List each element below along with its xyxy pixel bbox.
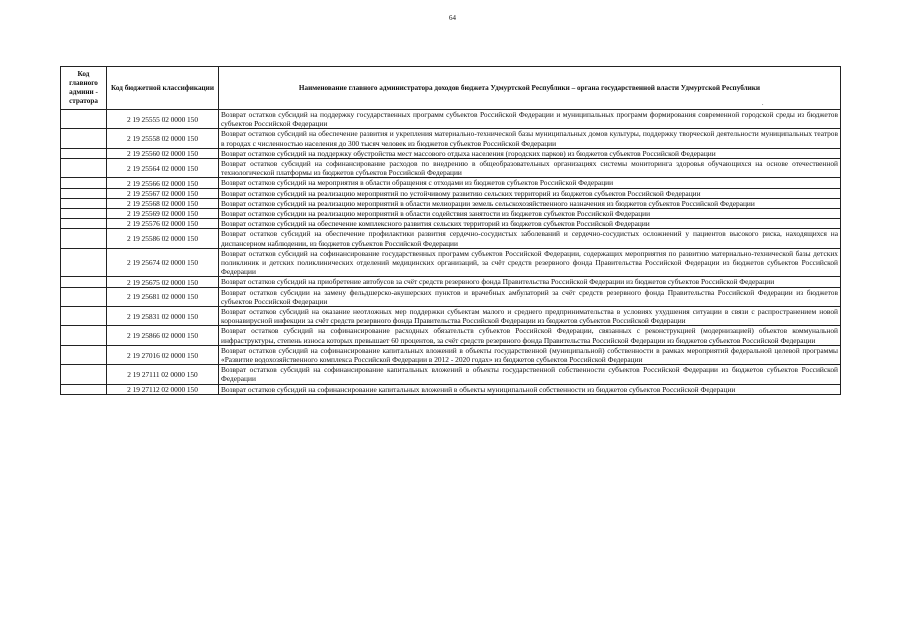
budget-code-cell: 2 19 25555 02 0000 150	[107, 110, 219, 129]
table-row	[61, 345, 841, 364]
admin-code-cell	[61, 365, 107, 384]
description-cell: Возврат остатков субсидий на софинансирование капитальных вложений в объекты государственной собственности субъектов Российской Федерации из бюджетов субъектов Российской Федерации	[219, 365, 841, 384]
budget-code-cell: 2 19 25576 02 0000 150	[107, 219, 219, 229]
description-cell: Возврат остатков субсидий на софинансирование расходных обязательств субъектов Российской Федерации, связанных с реконструкцией (модернизацией) объектов коммунальной инфраструктуры, степень износа которых превышает 60 процентов, за счёт средств резервного фонда Правительства Российской Федерации из бюджетов субъектов Российской Федерации	[219, 326, 841, 345]
admin-code-cell	[61, 110, 107, 129]
description-cell: Возврат остатков субсидий на обеспечение профилактики развития сердечно-сосудистых заболеваний и сердечно-сосудистых осложнений у пациентов высокого риска, находящихся на диспансерном наблюдении, из бюджетов субъектов Российской Федерации	[219, 229, 841, 248]
admin-code-cell	[61, 198, 107, 208]
table-body	[61, 110, 841, 395]
budget-code-cell: 2 19 25558 02 0000 150	[107, 129, 219, 148]
admin-code-cell	[61, 287, 107, 306]
budget-code-cell: 2 19 25866 02 0000 150	[107, 326, 219, 345]
description-cell: Возврат остатков субсидий на обеспечение развития и укрепления материально-технической базы муниципальных домов культуры, поддержку творческой деятельности муниципальных театров в городах с численностью населения до 300 тысяч человек из бюджетов субъектов Российской Федерации	[219, 129, 841, 148]
description-cell: Возврат остатков субсидий на софинансирование расходов по внедрению в общеобразовательных организациях системы мониторинга здоровья обучающихся на основе отечественной технологической платформы из бюджетов субъектов Российской Федерации	[219, 159, 841, 178]
table-row	[61, 110, 841, 129]
description-cell: Возврат остатков субсидий на реализацию мероприятий в области мелиорации земель сельскохозяйственного назначения из бюджетов субъектов Российской Федерации	[219, 198, 841, 208]
admin-code-cell	[61, 326, 107, 345]
budget-code-cell: 2 19 25568 02 0000 150	[107, 198, 219, 208]
table-row	[61, 178, 841, 188]
admin-code-cell	[61, 345, 107, 364]
table-row	[61, 307, 841, 326]
budget-code-cell: 2 19 27112 02 0000 150	[107, 384, 219, 394]
table-header-row	[61, 67, 841, 110]
table-row	[61, 129, 841, 148]
page-number: 64	[449, 14, 456, 22]
description-cell: Возврат остатков субсидий на софинансирование государственных программ субъектов Российской Федерации, содержащих мероприятия по развитию материально-технической базы детских поликлиник и детских поликлинических отделений медицинских организаций, за счёт средств резервного фонда Правительства Российской Федерации из бюджетов субъектов Российской Федерации	[219, 248, 841, 277]
table-row	[61, 219, 841, 229]
table-row	[61, 326, 841, 345]
description-cell: Возврат остатков субсидий на приобретение автобусов за счёт средств резервного фонда Правительства Российской Федерации из бюджетов субъектов Российской Федерации	[219, 277, 841, 287]
description-cell: Возврат остатков субсидий на поддержку государственных программ субъектов Российской Федерации и муниципальных программ формирования современной городской среды из бюджетов субъектов Российской Федерации	[219, 110, 841, 129]
budget-code-cell: 2 19 25566 02 0000 150	[107, 178, 219, 188]
table-row	[61, 365, 841, 384]
header-admin-code: Код главного админи - стратора	[61, 67, 107, 110]
header-budget-code: Код бюджетной классификации	[107, 67, 219, 110]
table-row	[61, 159, 841, 178]
table-row	[61, 188, 841, 198]
admin-code-cell	[61, 248, 107, 277]
table-row	[61, 198, 841, 208]
description-cell: Возврат остатков субсидии на замену фельдшерско-акушерских пунктов и врачебных амбулаторий за счёт средств резервного фонда Правительства Российской Федерации из бюджетов субъектов Российской Федерации	[219, 287, 841, 306]
admin-code-cell	[61, 148, 107, 158]
description-cell: Возврат остатков субсидий на софинансирование капитальных вложений в объекты муниципальной собственности из бюджетов субъектов Российской Федерации	[219, 384, 841, 394]
table-row	[61, 229, 841, 248]
admin-code-cell	[61, 384, 107, 394]
table-row	[61, 277, 841, 287]
admin-code-cell	[61, 129, 107, 148]
description-cell: Возврат остатков субсидий на обеспечение комплексного развития сельских территорий из бюджетов субъектов Российской Федерации	[219, 219, 841, 229]
table-row	[61, 384, 841, 394]
admin-code-cell	[61, 277, 107, 287]
table-row	[61, 209, 841, 219]
budget-code-cell: 2 19 25560 02 0000 150	[107, 148, 219, 158]
admin-code-cell	[61, 307, 107, 326]
description-cell: Возврат остатков субсидий на реализацию мероприятий по устойчивому развитию сельских территорий из бюджетов субъектов Российской Федерации	[219, 188, 841, 198]
table-row	[61, 248, 841, 277]
budget-code-cell: 2 19 25569 02 0000 150	[107, 209, 219, 219]
header-administrator-name: Наименование главного администратора доходов бюджета Удмуртской Республики – органа государственной власти Удмуртской Республики	[219, 67, 841, 110]
budget-code-cell: 2 19 25831 02 0000 150	[107, 307, 219, 326]
budget-code-cell: 2 19 27111 02 0000 150	[107, 365, 219, 384]
admin-code-cell	[61, 209, 107, 219]
description-cell: Возврат остатков субсидий на оказание неотложных мер поддержки субъектам малого и среднего предпринимательства в условиях ухудшения ситуации в связи с распространением новой коронавирусной инфекции за счёт средств резервного фонда Правительства Российской Федерации из бюджетов субъектов Российской Федерации	[219, 307, 841, 326]
stray-mark: .	[762, 101, 764, 107]
table-row	[61, 148, 841, 158]
admin-code-cell	[61, 178, 107, 188]
description-cell: Возврат остатков субсидий на поддержку обустройства мест массового отдыха населения (городских парков) из бюджетов субъектов Российской Федерации	[219, 148, 841, 158]
budget-code-cell: 2 19 25567 02 0000 150	[107, 188, 219, 198]
budget-code-cell: 2 19 25681 02 0000 150	[107, 287, 219, 306]
admin-code-cell	[61, 159, 107, 178]
admin-code-cell	[61, 219, 107, 229]
budget-code-cell: 2 19 25674 02 0000 150	[107, 248, 219, 277]
description-cell: Возврат остатков субсидий на софинансирование капитальных вложений в объекты государственной (муниципальной) собственности в рамках мероприятий федеральной целевой программы «Развитие водохозяйственного комплекса Российской Федерации в 2012 - 2020 годах» из бюджетов субъектов Российской Федерации	[219, 345, 841, 364]
budget-code-cell: 2 19 25586 02 0000 150	[107, 229, 219, 248]
budget-code-cell: 2 19 25675 02 0000 150	[107, 277, 219, 287]
admin-code-cell	[61, 188, 107, 198]
admin-code-cell	[61, 229, 107, 248]
budget-code-cell: 2 19 27016 02 0000 150	[107, 345, 219, 364]
revenue-classification-table	[60, 66, 841, 395]
description-cell: Возврат остатков субсидий на мероприятия в области обращения с отходами из бюджетов субъектов Российской Федерации	[219, 178, 841, 188]
budget-code-cell: 2 19 25564 02 0000 150	[107, 159, 219, 178]
description-cell: Возврат остатков субсидии на реализацию мероприятий в области содействия занятости из бюджетов субъектов Российской Федерации	[219, 209, 841, 219]
table-row	[61, 287, 841, 306]
